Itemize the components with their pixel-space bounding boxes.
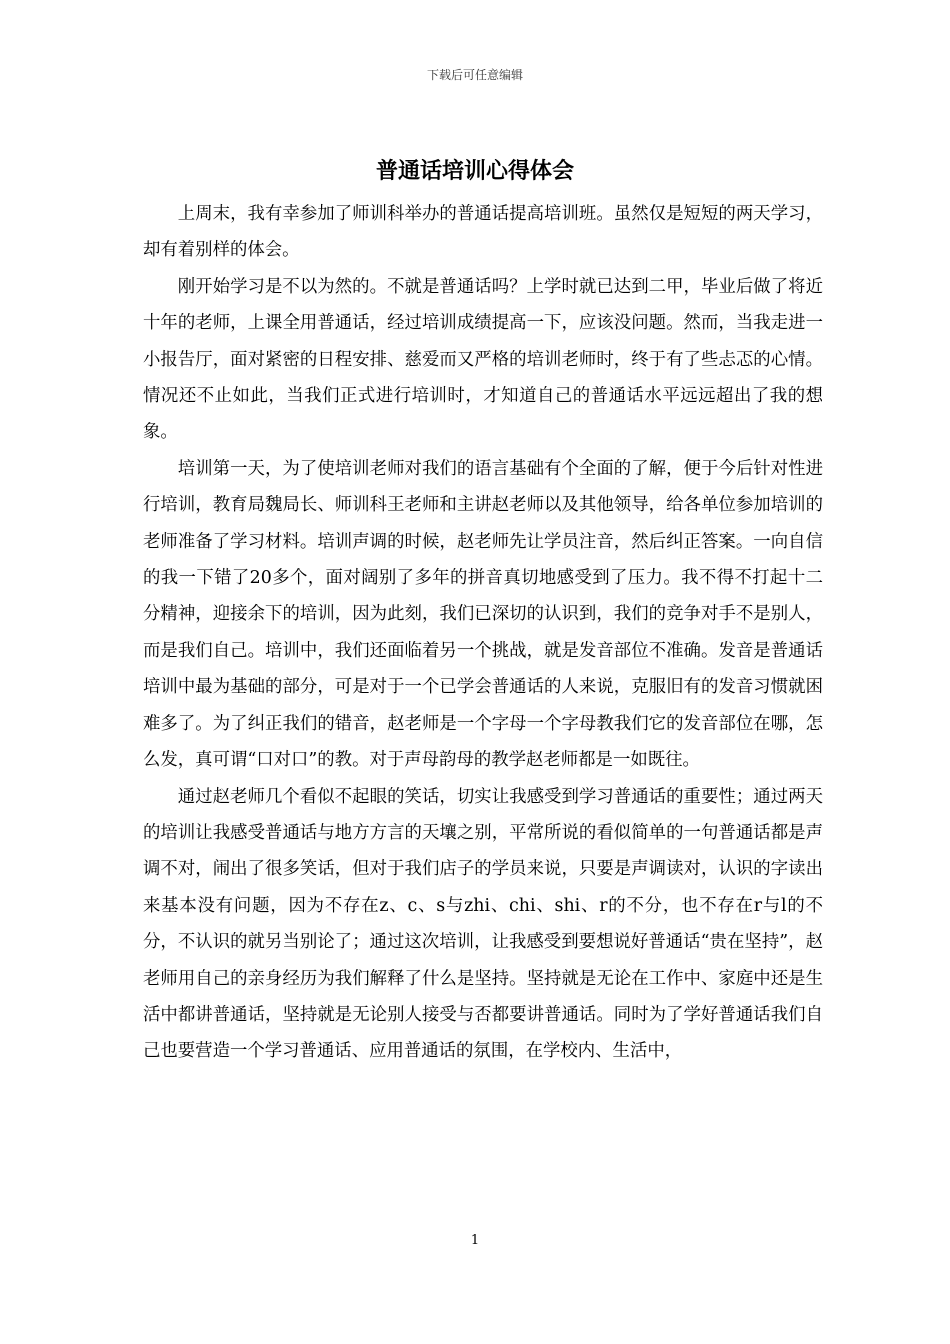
header-note: 下载后可任意编辑 <box>426 68 523 82</box>
paragraph-4: 通过赵老师几个看似不起眼的笑话，切实让我感受到学习普通话的重要性；通过两天的培训让我感受普通话与地方方言的天壤之别，平常所说的看似简单的一句普通话都是声调不对，闹出了很多笑话，但对于我们店子的学员来说，只要是声调读对，认识的字读出来基本没有问题，因为不存在z、c、s与zhi、chi、shi、r的不分，也不存在r与l的不分，不认识的就另当别论了；通过这次培训，让我感受到要想说好普通话“贵在坚持”，赵老师用自己的亲身经历为我们解释了什么是坚持。坚持就是无论在工作中、家庭中还是生活中都讲普通话，坚持就是无论别人接受与否都要讲普通话。同时为了学好普通话我们自己也要营造一个学习普通话、应用普通话的氛围，在学校内、生活中， <box>143 786 823 1062</box>
paragraph-1: 上周末，我有幸参加了师训科举办的普通话提高培训班。虽然仅是短短的两天学习，却有着别样的体会。 <box>143 204 823 261</box>
paragraph-2: 刚开始学习是不以为然的。不就是普通话吗？上学时就已达到二甲，毕业后做了将近十年的老师，上课全用普通话，经过培训成绩提高一下，应该没问题。然而，当我走进一小报告厅，面对紧密的日程安排、慈爱而又严格的培训老师时，终于有了些忐忑的心情。情况还不止如此，当我们正式进行培训时，才知道自己的普通话水平远远超出了我的想象。 <box>143 276 823 443</box>
page-number: 1 <box>470 1233 480 1248</box>
document-body <box>143 196 823 1070</box>
document-title: 普通话培训心得体会 <box>375 158 574 184</box>
paragraph-3: 培训第一天，为了使培训老师对我们的语言基础有个全面的了解，便于今后针对性进行培训，教育局魏局长、师训科王老师和主讲赵老师以及其他领导，给各单位参加培训的老师准备了学习材料。培训声调的时候，赵老师先让学员注音，然后纠正答案。一向自信的我一下错了20多个，面对阔别了多年的拼音真切地感受到了压力。我不得不打起十二分精神，迎接余下的培训，因为此刻，我们已深切的认识到，我们的竞争对手不是别人，而是我们自己。培训中，我们还面临着另一个挑战，就是发音部位不准确。发音是普通话培训中最为基础的部分，可是对于一个已学会普通话的人来说，克服旧有的发音习惯就困难多了。为了纠正我们的错音，赵老师是一个字母一个字母教我们它的发音部位在哪，怎么发，真可谓“口对口”的教。对于声母韵母的教学赵老师都是一如既往。 <box>143 458 823 771</box>
